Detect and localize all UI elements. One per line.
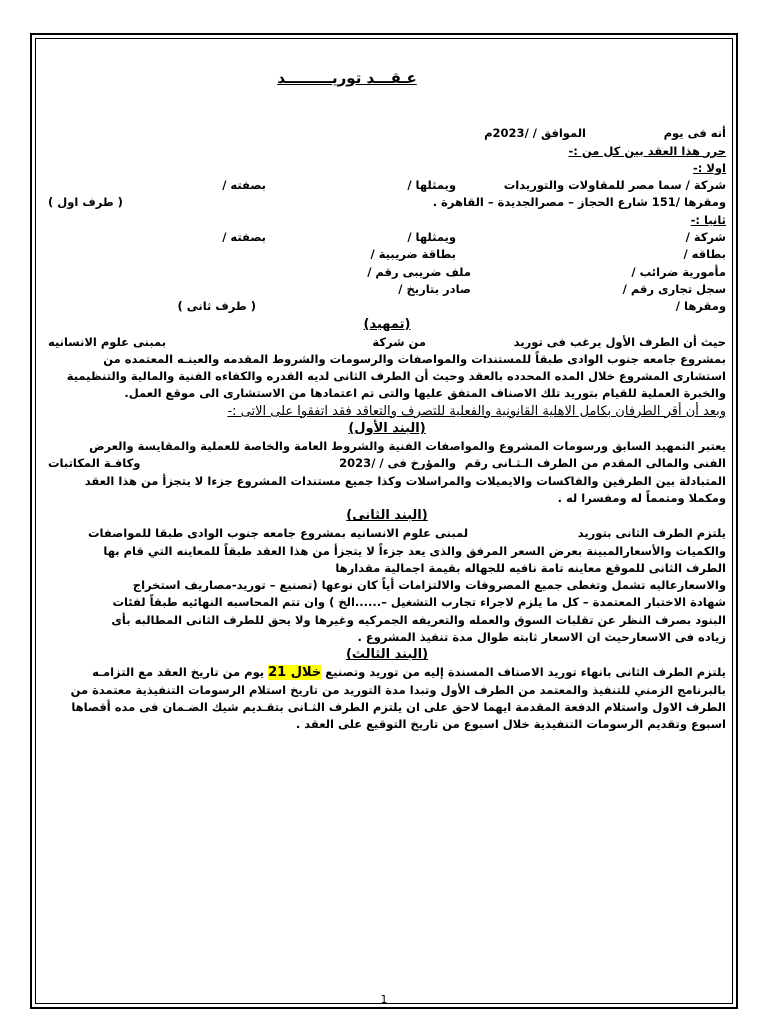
date-prefix: أنه فى يوم (663, 126, 726, 141)
first-party-heading: اولا :- (692, 160, 726, 175)
drafted-line (48, 143, 726, 160)
second-party-issued-on: صادر بتاريخ / (398, 281, 471, 296)
document-title: عـقـــد توريـــــــــد (277, 69, 417, 87)
clause2-l1b: لمبنى علوم الانسانيه بمشروع جامعه جنوب الوادى طبقا للمواصفات (88, 526, 469, 541)
clause1-line-1: يعتبر التمهيد السابق ورسومات المشروع والمواصفات الفنية والشروط العامة والخاصة للعملية والمقايسة والعرض (89, 439, 726, 454)
drafted-text: حرر هذا العقد بين كل من :- (568, 143, 726, 158)
clause3-line-1 (48, 664, 726, 681)
clause1-l2b: والمؤرخ فى / /2023 (339, 456, 456, 471)
clause3-heading: (البند الثالث) (345, 647, 429, 663)
first-party-capacity: بصفته / (222, 178, 266, 193)
second-party-capacity: بصفته / (222, 230, 266, 245)
preamble-line-1 (48, 334, 726, 351)
second-party-tax-file: ملف ضريبى رقم / (367, 264, 471, 279)
clause1-l2c: وكافـة المكاتبات (48, 456, 141, 471)
clause3-l1b: يوم من تاريخ العقد مع التزامـه (92, 665, 265, 680)
preamble-l1a: حيث أن الطرف الأول يرغب فى توريد (513, 334, 726, 349)
second-party-card-line (48, 246, 726, 263)
clause1-line-3: المتبادلة بين الطرفين والفاكسات والايميلات والمراسلات وكذا جميع مستندات المشروع جزءا لا يتجزأ من هذا العقد (84, 473, 726, 488)
clause2-line-7: زياده فى الاسعارحيث ان الاسعار ثابته طوال مدة تنفيذ المشروع . (357, 630, 726, 645)
preamble-heading: (تمهيد) (363, 316, 411, 332)
date-line (48, 125, 726, 142)
first-party-address-line (48, 194, 726, 211)
clause1-heading: (البند الأول) (348, 421, 426, 437)
first-party-address: ومقرها /151 شارع الحجاز – مصرالجديدة – القاهرة . (432, 195, 726, 210)
clause1-l2a: الفنى والمالى المقدم من الطرف الـثـانى رقم (464, 456, 726, 471)
clause3-highlight: خلال 21 (268, 665, 322, 681)
second-party-heading: ثانيا :- (690, 212, 726, 227)
clause3-l1a: يلتزم الطرف الثانى بانهاء توريد الاصناف المسندة إليه من توريد وتصنيع (325, 665, 726, 680)
clause2-line-2: والكميات والأسعارالمبينة بعرض السعر المرفق والذى يعد جزءاً لا يتجزأ من هذا العقد طبقاً للمعاينه التي قام بها (103, 543, 726, 558)
preamble-l1b: من شركة (372, 334, 426, 349)
clause3-line-4: اسبوع وتقديم الرسومات التنفيذية خلال اسبوع من تاريخ التوقيع على العقد . (295, 717, 726, 732)
clause2-line-5: شهادة الاختبار المعتمدة – كل ما يلزم لاجراء تجارب التشغيل –......الخ ) وان تتم المحاسبه النهائيه طبقاً لفئات (112, 595, 726, 610)
clause3-line-2: بالبرنامج الزمني للتنفيذ والمعتمد من الطرف الأول وتبدا مدة التوريد من تاريخ استلام الرسومات التنفيذية معتمدة من (70, 682, 726, 697)
clause2-l1a: يلتزم الطرف الثانى بتوريد (577, 526, 726, 541)
preamble-line-2: بمشروع جامعه جنوب الوادى طبقاً للمستندات والمواصفات والرسومات والشروط المقدمه والعينـه المعتمده من (103, 351, 726, 366)
preamble-line-3: استشارى المشروع خلال المده المحدده بالعقد وحيث أن الطرف الثانى لديه القدره والكفاءه الفنية والمالية والتنظيمية (66, 369, 726, 384)
preamble-l1c: بمبنى علوم الانسانيه (48, 334, 167, 349)
clause2-line-1 (48, 525, 726, 542)
second-party-label: ( طرف ثانى ) (177, 299, 256, 314)
second-party-company: شركة / (685, 230, 726, 245)
second-party-tax-line (48, 264, 726, 281)
second-party-commercial-reg: سجل تجارى رقم / (622, 281, 726, 296)
preamble-line-5: وبعد أن أقر الطرفان بكامل الاهلية القانونية والفعلية للتصرف والتعاقد فقد اتفقوا على الاتى :- (227, 403, 726, 419)
second-party-heading-line (48, 212, 726, 229)
page-number: 1 (380, 993, 388, 1006)
clause2-line-4: والاسعارعاليه تشمل وتغطى جميع المصروفات والالتزامات أياً كان نوعها (تصنيع – توريد-مصاريف استخراج (132, 578, 726, 593)
first-party-company: شركة / سما مصر للمقاولات والتوريدات (503, 178, 726, 193)
first-party-company-line (48, 177, 726, 194)
second-party-address-line (48, 298, 726, 315)
clause2-heading: (البند الثانى) (346, 508, 428, 524)
first-party-represented: ويمثلها / (407, 178, 456, 193)
second-party-tax-office: مأمورية ضرائب / (631, 264, 726, 279)
second-party-tax-card: بطاقة ضريبية / (370, 247, 456, 262)
contract-document (48, 70, 726, 734)
clause1-line-4: ومكملا ومتمماً له ومفسرا له . (557, 490, 726, 505)
first-party-label: ( طرف اول ) (48, 195, 123, 210)
date-value: الموافق / /2023م (484, 126, 586, 141)
clause3-line-3: الطرف الاول واستلام الدفعة المقدمة ايهما لاحق على ان يلتزم الطرف الثـانى بتقـديم شيك الضـمان فى مده أقصاها (71, 699, 726, 714)
first-party-heading-line (48, 160, 726, 177)
clause1-line-2 (48, 455, 726, 472)
second-party-represented: ويمثلها / (407, 230, 456, 245)
clause2-line-6: البنود بصرف النظر عن تقلبات السوق والعمله والتعريفه الجمركيه وغيرها ولا يحق للطرف الثانى المطالبه بأى (111, 612, 726, 627)
second-party-company-line (48, 229, 726, 246)
second-party-register-line (48, 281, 726, 298)
second-party-address: ومقرها / (675, 299, 726, 314)
preamble-line-4: والخبرة العملية للقيام بتوريد تلك الاصناف المتفق عليها والتى تم اعتمادها من الاستشارى الى موقع العمل. (124, 386, 726, 401)
clause2-line-3: الطرف الثانى للموقع معاينه تامة نافيه للجهاله بقيمة اجمالية مقدارها (335, 560, 726, 575)
second-party-card: بطاقه / (683, 247, 726, 262)
